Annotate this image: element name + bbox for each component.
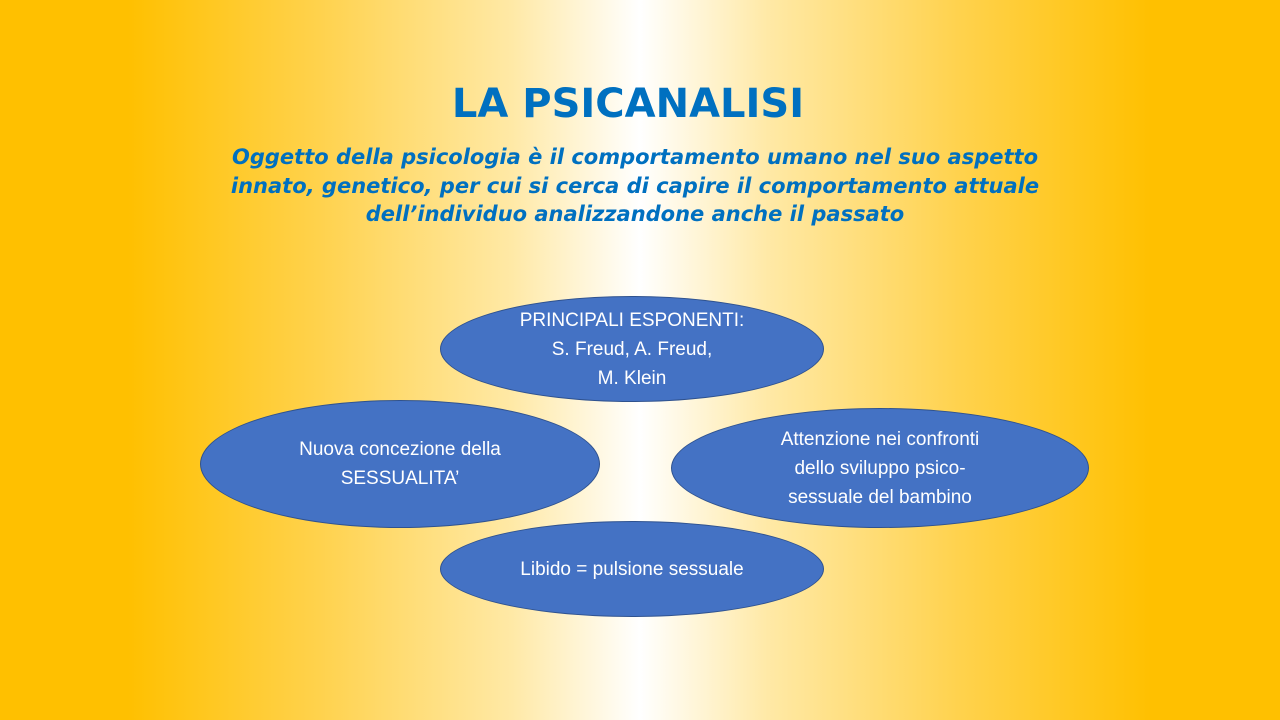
bubble-libido-text: Libido = pulsione sessuale xyxy=(520,558,744,580)
bubble-new-sexuality-concept xyxy=(200,400,600,528)
bubble-child-development-text: Attenzione nei confronti dello sviluppo psico- sessuale del bambino xyxy=(780,428,980,508)
bubble-new-sexuality-concept-text: Nuova concezione della SESSUALITA’ xyxy=(299,439,501,489)
slide-title: LA PSICANALISI xyxy=(451,81,805,127)
bubble-child-development xyxy=(671,408,1089,528)
bubble-principal-exponents xyxy=(440,296,824,402)
bubble-principal-exponents-text: PRINCIPALI ESPONENTI: S. Freud, A. Freud, M. Klein xyxy=(519,309,745,389)
slide-subtitle: Oggetto della psicologia è il comportamento umano nel suo aspetto innato, genetico, per cui si cerca di capire il comportamento attuale dell’individuo analizzandone anche il passato xyxy=(230,145,1040,226)
bubble-libido xyxy=(440,521,824,617)
